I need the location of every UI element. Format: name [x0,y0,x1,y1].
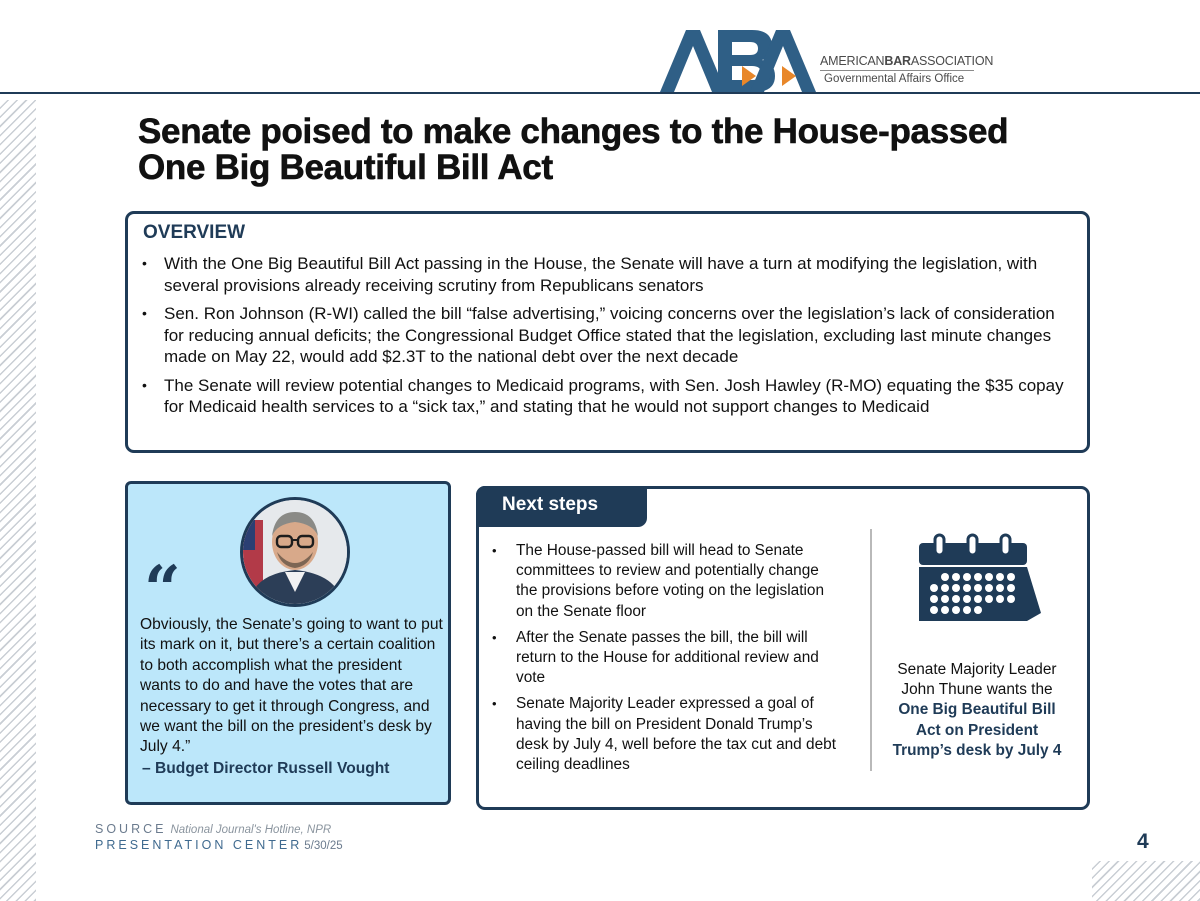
quote-card [125,481,451,805]
source-value: National Journal's Hotline, NPR [170,824,332,836]
quote-mark-icon: “ [144,552,181,627]
aba-logo-mark [656,26,816,96]
corner-hatch-decoration [1092,861,1200,901]
speaker-portrait-icon [243,500,347,604]
aba-logo [656,26,994,96]
next-steps-tab: Next steps [476,486,647,527]
quote-text: Obviously, the Senate’s going to want to put its mark on it, but there’s a certain coalition to both accomplish what the president wants to do and have the votes that are necessary to get it through Congress, and we want the bill on the president’s desk by July 4.” [140,616,443,756]
column-divider [870,529,872,771]
left-hatch-decoration [0,100,36,901]
overview-bullet: • With the One Big Beautiful Bill Act passing in the House, the Senate will have a turn at modifying the legislation, with several provisions already receiving scrutiny from Republicans senators [142,253,1073,296]
next-step-bullet: • Senate Majority Leader expressed a goal of having the bill on President Donald Trump’s desk by July 4, well before the tax cut and debt ceiling deadlines [491,694,841,775]
thune-goal-note: Senate Majority Leader John Thune wants the One Big Beautiful Bill Act on President Trump’s desk by July 4 [892,661,1062,759]
overview-list [142,253,1073,418]
header-rule [0,92,1200,94]
overview-bullet: • Sen. Ron Johnson (R-WI) called the bill “false advertising,” voicing concerns over the legislation’s lack of consideration for reducing annual deficits; the Congressional Budget Office stated that the legislation, excluding last minute changes made on May 22, would add $2.3T to the national debt over the next decade [142,303,1073,368]
overview-bullet: • The Senate will review potential changes to Medicaid programs, with Sen. Josh Hawley (R-MO) equating the $35 copay for Medicaid health services to a “sick tax,” and stating that he would not support changes to Medicaid [142,375,1073,418]
next-steps-panel [476,486,1090,810]
logo-office-name: Governmental Affairs Office [824,73,965,85]
overview-heading: OVERVIEW [143,222,246,243]
quote-attribution: – Budget Director Russell Vought [142,760,390,777]
thune-goal-highlight: One Big Beautiful Bill Act on President Trump’s desk by July 4 [892,701,1062,759]
source-line: SOURCE National Journal's Hotline, NPR [95,822,332,836]
page-number: 4 [1137,830,1149,853]
presentation-date: 5/30/25 [304,840,343,852]
next-step-bullet: • After the Senate passes the bill, the bill will return to the House for additional review and vote [491,628,841,689]
next-steps-list [491,541,841,781]
calendar-icon [917,533,1047,625]
next-step-bullet: • The House-passed bill will head to Senate committees to review and potentially change the provisions before voting on the legislation on the Senate floor [491,541,841,622]
logo-organization-name: AMERICANBARASSOCIATION [820,54,994,68]
logo-divider [820,70,974,71]
speaker-photo [240,497,350,607]
overview-panel [125,211,1090,453]
page-title: Senate poised to make changes to the House-passed One Big Beautiful Bill Act [138,112,1009,187]
presentation-center-line: PRESENTATION CENTER 5/30/25 [95,838,343,852]
